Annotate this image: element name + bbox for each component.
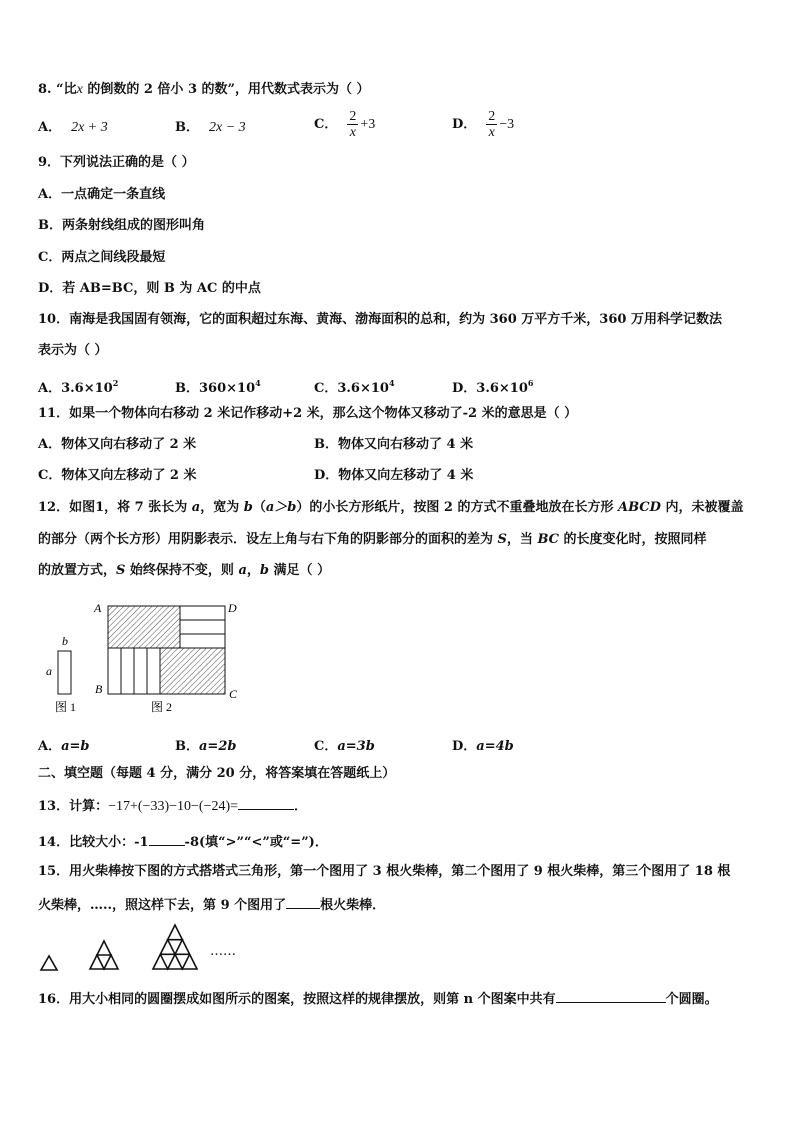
- q10-stem-line2: 表示为（ ）: [38, 343, 108, 358]
- q14-answer-blank: [149, 833, 185, 846]
- q16-stem: 16．用大小相同的圆圈摆成如图所示的图案，按照这样的规律摆放，则第 n 个图案中共有 个圆圈。: [38, 992, 718, 1007]
- q12-stem-line2: 的部分（两个长方形）用阴影表示．设左上角与右下角的阴影部分的面积的差为 S，当 BC 的长度变化时，按照同样: [38, 532, 707, 547]
- q10-option-d: D．$3.6\times 10^6$: [452, 378, 534, 396]
- q15-ellipsis: ……: [210, 944, 236, 959]
- q11-stem: 11．如果一个物体向右移动 2 米记作移动+2 米，那么这个物体又移动了-2 米的意思是（ ）: [38, 406, 578, 421]
- fig2-caption: 图 2: [151, 700, 173, 714]
- fig1-rectangle: [58, 651, 71, 694]
- q12-option-c: C．a=3b: [314, 739, 375, 754]
- q13-answer-blank: [238, 797, 294, 810]
- q13-stem: 13．计算：−17+(−33)−10−(−24)= ．: [38, 799, 308, 814]
- q15-figure-2: [90, 941, 118, 969]
- fig2-label-D: D: [228, 601, 237, 615]
- q12-stem-line1: 12．如图1，将 7 张长为 a，宽为 b（a＞b）的小长方形纸片，按图 2 的方式不重叠地放在长方形 ABCD 内，未被覆盖: [38, 500, 744, 515]
- q8-option-a: A． 2x + 3: [38, 120, 108, 135]
- q11-option-b: B．物体又向右移动了 4 米: [314, 437, 474, 452]
- q12-stem-line3: 的放置方式，S 始终保持不变，则 a，b 满足（ ）: [38, 563, 331, 578]
- q9-stem: 9．下列说法正确的是（ ）: [38, 155, 195, 170]
- q9-option-c: C．两点之间线段最短: [38, 250, 166, 265]
- q15-stem-line1: 15．用火柴棒按下图的方式搭塔式三角形，第一个图用了 3 根火柴棒，第二个图用了 9 根火柴棒，第三个图用了 18 根: [38, 864, 731, 879]
- q9-option-a: A．一点确定一条直线: [38, 187, 166, 202]
- q15-stem-line2: 火柴棒，…..，照这样下去，第 9 个图用了 根火柴棒．: [38, 898, 386, 913]
- fig2-label-A: A: [94, 601, 102, 615]
- q8-stem: 8. “比x 的倒数的 2 倍小 3 的数”，用代数式表示为（ ）: [38, 82, 370, 97]
- q15-answer-blank: [286, 896, 320, 909]
- q10-stem-line1: 10．南海是我国固有领海，它的面积超过东海、黄海、渤海面积的总和，约为 360 万平方千米，360 万用科学记数法: [38, 312, 722, 327]
- q10-option-b: B．$360\times 10^4$: [175, 378, 261, 396]
- q9-option-d: D．若 AB=BC，则 B 为 AC 的中点: [38, 281, 261, 296]
- q11-option-c: C．物体又向左移动了 2 米: [38, 468, 197, 483]
- fig2-label-B: B: [95, 682, 103, 696]
- q12-option-a: A．a=b: [38, 739, 90, 754]
- fig2-shaded-top-left: [108, 606, 180, 648]
- q15-figure-3: [153, 925, 197, 969]
- q15-figure-1: [41, 956, 57, 970]
- section-2-heading: 二、填空题（每题 4 分，满分 20 分，将答案填在答题纸上）: [38, 766, 396, 781]
- q10-option-a: A．$3.6\times 10^2$: [38, 378, 119, 396]
- q16-answer-blank: [556, 990, 666, 1003]
- fig1-caption: 图 1: [55, 700, 77, 714]
- fig1-label-a: a: [46, 664, 52, 678]
- q12-option-d: D．a=4b: [452, 739, 514, 754]
- q8-option-b: B． 2x − 3: [175, 120, 246, 135]
- q9-option-b: B．两条射线组成的图形叫角: [38, 218, 205, 233]
- q14-stem: 14．比较大小：-1 -8(填“>”“<”或“=”)．: [38, 835, 328, 850]
- fig2-shaded-bottom-right: [160, 648, 225, 694]
- q12-option-b: B．a=2b: [175, 739, 237, 754]
- fig1-label-b: b: [62, 634, 68, 648]
- q11-option-d: D．物体又向左移动了 4 米: [314, 468, 474, 483]
- fig2-label-C: C: [229, 687, 238, 701]
- q10-option-c: C．$3.6\times 10^4$: [314, 378, 395, 396]
- q11-option-a: A．物体又向右移动了 2 米: [38, 437, 197, 452]
- q8-option-d: D． $\frac{2}{x}$ −3: [452, 109, 515, 140]
- q8-option-c: C． $\frac{2}{x}$ +3: [314, 109, 376, 140]
